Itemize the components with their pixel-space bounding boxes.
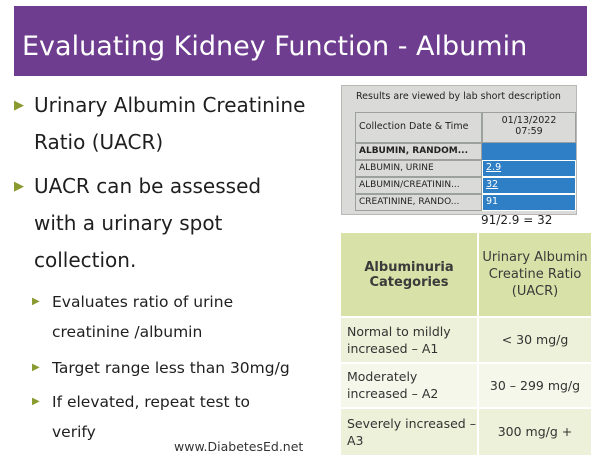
category-cell: Moderately increased – A2 <box>341 363 478 408</box>
sub-bullet-text: Target range less than 30mg/g <box>52 359 290 377</box>
lab-row-name: ALBUMIN/CREATININ... <box>355 177 482 194</box>
lab-group-fill <box>482 143 576 160</box>
category-cell: Severely increased – A3 <box>341 408 478 456</box>
date-col-label: Collection Date & Time <box>355 112 482 143</box>
slide-title: Evaluating Kidney Function - Albumin <box>22 31 528 62</box>
triangle-right-icon: ▶ <box>14 179 24 194</box>
lab-group-label: ALBUMIN, RANDOM... <box>355 143 482 160</box>
sub-bullet-text: Evaluates ratio of urine creatinine /albumin <box>52 293 234 341</box>
collection-datetime <box>482 112 576 143</box>
range-cell: 300 mg/g + <box>478 408 591 456</box>
table-row <box>341 408 591 456</box>
albuminuria-table <box>341 233 591 457</box>
sub-bullet-text: If elevated, repeat test to verify <box>52 393 251 441</box>
collection-date: 01/13/2022 <box>501 115 557 126</box>
triangle-right-icon: ▶ <box>32 362 40 373</box>
range-cell: 30 – 299 mg/g <box>478 363 591 408</box>
table-header-row <box>341 233 591 317</box>
website-url: www.DiabetesEd.net <box>174 439 304 454</box>
col-header-categories: Albuminuria Categories <box>341 233 478 317</box>
bullet-text: UACR can be assessed with a urinary spot collection. <box>34 174 262 272</box>
triangle-right-icon: ▶ <box>32 396 40 407</box>
triangle-right-icon: ▶ <box>32 296 40 307</box>
table-row <box>341 363 591 408</box>
lab-result-photo <box>341 85 577 215</box>
lab-row-value[interactable]: 32 <box>482 177 576 194</box>
triangle-right-icon: ▶ <box>14 98 24 113</box>
ratio-calculation: 91/2.9 = 32 <box>481 213 553 227</box>
range-cell: < 30 mg/g <box>478 317 591 362</box>
lab-header: Results are viewed by lab short description <box>356 91 561 102</box>
lab-row-value[interactable]: 91 <box>482 194 576 211</box>
lab-grid <box>355 112 576 212</box>
lab-row-name: CREATININE, RANDO... <box>355 194 482 211</box>
col-header-uacr: Urinary Albumin Creatine Ratio (UACR) <box>478 233 591 317</box>
collection-time: 07:59 <box>515 126 543 137</box>
bullet-text: Urinary Albumin Creatinine Ratio (UACR) <box>34 93 306 154</box>
lab-row-value[interactable]: 2.9 <box>482 160 576 177</box>
lab-row-name: ALBUMIN, URINE <box>355 160 482 177</box>
table-row <box>341 317 591 362</box>
category-cell: Normal to mildly increased – A1 <box>341 317 478 362</box>
